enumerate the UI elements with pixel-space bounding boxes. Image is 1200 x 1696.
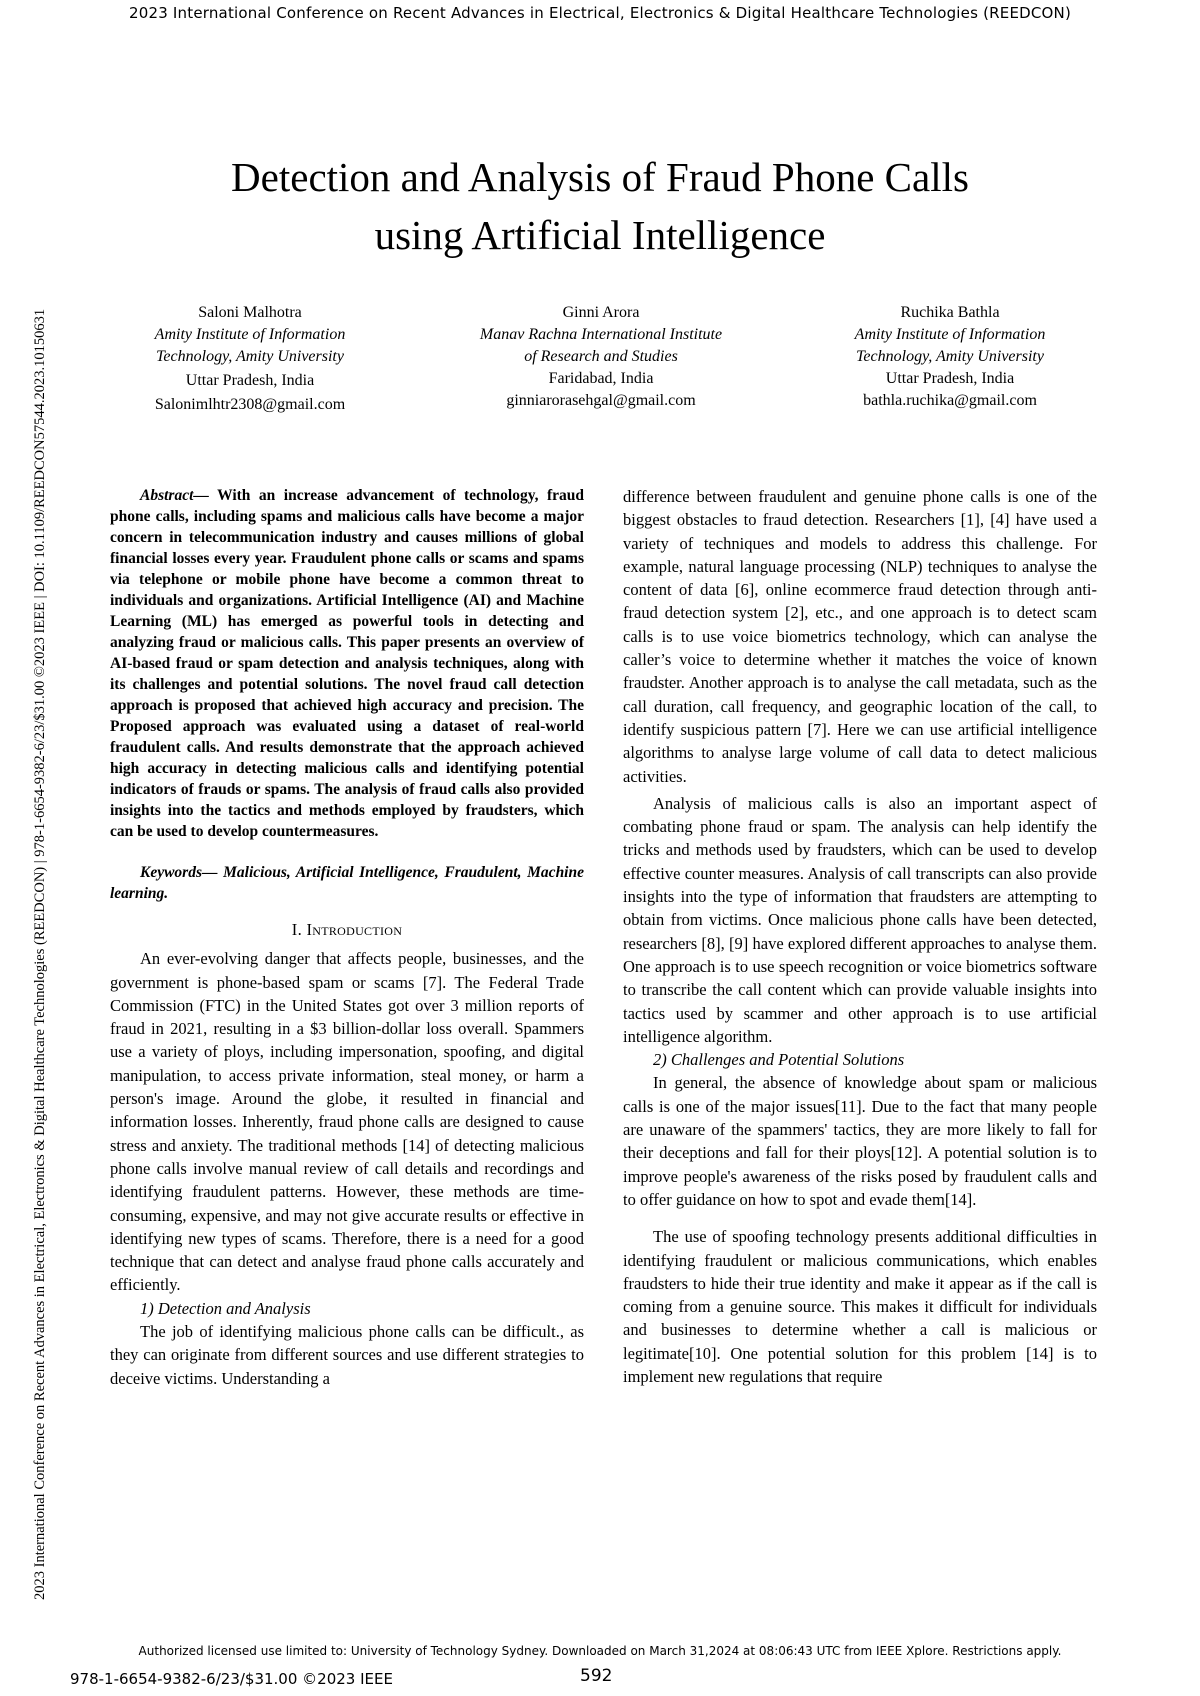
keywords — [110, 862, 584, 904]
conference-header: 2023 International Conference on Recent Advances in Electrical, Electronics & Digital Healthcare Technologies (REEDCON) — [128, 4, 1072, 22]
author-affiliation: Manav Rachna International Institute — [479, 326, 723, 343]
author-email: ginniarorasehgal@gmail.com — [506, 392, 696, 409]
author-block-1 — [100, 302, 400, 416]
subsection-heading-detection: 1) Detection and Analysis — [140, 1298, 311, 1318]
author-block-3 — [800, 302, 1100, 412]
author-location: Uttar Pradesh, India — [885, 370, 1015, 387]
abstract-text: With an increase advancement of technology, fraud phone calls, including spams and malicious calls have become a major concern in telecommunication industry and causes millions of global financial losses every year. Fraudulent phone calls or scams and spams via telephone or mobile phone have become a common threat to individuals and organizations. Artificial Intelligence (AI) and Machine Learning (ML) has emerged as powerful tools in detecting and analyzing fraud or malicious calls. This paper presents an overview of AI-based fraud or spam detection and analysis techniques, along with its challenges and potential solutions. The novel fraud call detection approach is proposed that achieved high accuracy and precision. The Proposed approach was evaluated using a dataset of real-world fraudulent calls. And results demonstrate that the approach achieved high accuracy in detecting malicious calls and identifying potential indicators of frauds or spams. The analysis of fraud calls also provided insights into the tactics and methods employed by fraudsters, which can be used to develop countermeasures. — [110, 487, 584, 840]
author-name: Ruchika Bathla — [900, 304, 1000, 321]
keywords-label: Keywords— — [140, 864, 218, 881]
abstract — [110, 485, 584, 842]
section-title: Introduction — [306, 920, 403, 939]
author-name: Ginni Arora — [562, 304, 640, 321]
author-name: Saloni Malhotra — [198, 304, 302, 321]
author-affiliation: Amity Institute of Information — [154, 326, 346, 343]
section-number: I. — [291, 920, 303, 939]
keywords-text: Malicious, Artificial Intelligence, Fraudulent, Machine learning. — [110, 864, 584, 902]
title-line-1: Detection and Analysis of Fraud Phone Calls — [231, 154, 969, 200]
col2-paragraph-1: difference between fraudulent and genuine phone calls is one of the biggest obstacles to fraud detection. Researchers [1], [4] have used a variety of techniques and models to address this challenge. For example, natural language processing (NLP) techniques to analyse the content of data [6], online ecommerce fraud detection through anti-fraud detection system [2], etc., and one approach is to detect scam calls is to use voice biometrics technology, which can analyse the caller’s voice to determine whether it matches the voice of known fraudster. Another approach is to analyse the call metadata, such as the call duration, call frequency, and geographic location of the call, to identify suspicious pattern [7]. Here we can use artificial intelligence algorithms to analyse large volume of call data to detect malicious activities. — [623, 487, 1097, 786]
subsection-heading-challenges: 2) Challenges and Potential Solutions — [653, 1050, 905, 1070]
right-column — [623, 485, 1097, 1388]
author-affiliation: Amity Institute of Information — [854, 326, 1046, 343]
left-column — [110, 485, 584, 1390]
author-location: Uttar Pradesh, India — [185, 372, 315, 389]
col2-paragraph-3: In general, the absence of knowledge about spam or malicious calls is one of the major issues[11]. Due to the fact that many people are unaware of the spammers' tactics, they are more likely to fall for their deceptions and fall for their ploys[12]. A potential solution is to improve people's awareness of the risks posed by fraudulent calls and to offer guidance on how to spot and evade them[14]. — [623, 1073, 1097, 1209]
author-affiliation: Technology, Amity University — [856, 348, 1044, 365]
author-affiliation: Technology, Amity University — [156, 348, 344, 365]
paper-title — [100, 148, 1100, 264]
author-block-2 — [451, 302, 751, 412]
col2-paragraph-2: Analysis of malicious calls is also an important aspect of combating phone fraud or spam. The analysis can help identify the tricks and methods used by fraudsters, which can be used to develop effective counter measures. Analysis of call transcripts can also provide insights into the type of information that fraudsters are attempting to obtain from victims. Once malicious phone calls have been detected, researchers [8], [9] have explored different approaches to analyse them. One approach is to use speech recognition or voice biometrics software to transcribe the call content which can provide valuable insights into tactics used by scammer and other approach is to use artificial intelligence algorithm. — [623, 793, 1097, 1046]
abstract-label: Abstract— — [140, 487, 209, 504]
title-line-2: using Artificial Intelligence — [374, 212, 826, 258]
author-location: Faridabad, India — [548, 370, 654, 387]
intro-paragraph-2: The job of identifying malicious phone calls can be difficult., as they can originate from different sources and use different strategies to deceive victims. Understanding a — [110, 1322, 584, 1388]
page-number: 592 — [580, 1666, 613, 1686]
isbn-notice: 978-1-6654-9382-6/23/$31.00 ©2023 IEEE — [70, 1670, 393, 1688]
intro-paragraph-1: An ever-evolving danger that affects people, businesses, and the government is phone-based spam or scams [7]. The Federal Trade Commission (FTC) in the United States got over 3 million reports of fraud in 2021, resulting in a $3 billion-dollar loss overall. Spammers use a variety of ploys, including impersonation, spoofing, and digital manipulation, to access private information, steal money, or harm a person's image. Around the globe, it resulted in financial and information losses. Inherently, fraud phone calls are designed to cause stress and anxiety. The traditional methods [14] of detecting malicious phone calls involve manual review of call details and recordings and identifying fraudulent patterns. However, these methods are time-consuming, expensive, and may not give accurate results or effective in identifying new types of scams. Therefore, there is a need for a good technique that can detect and analyse fraud phone calls accurately and efficiently. — [110, 949, 584, 1295]
authorized-use-notice: Authorized licensed use limited to: University of Technology Sydney. Downloaded on March 31,2024 at 08:06:43 UTC from IEEE Xplore. Restrictions apply. — [138, 1644, 1062, 1658]
col2-paragraph-4: The use of spoofing technology presents additional difficulties in identifying fraudulent or malicious communications, which enables fraudsters to hide their true identity and make it appear as if the call is coming from a genuine source. This makes it difficult for individuals and businesses to determine whether a call is malicious or legitimate[10]. One potential solution for this problem [14] is to implement new regulations that require — [623, 1227, 1097, 1386]
author-affiliation: of Research and Studies — [524, 348, 678, 365]
section-heading-introduction — [110, 918, 584, 941]
author-email: bathla.ruchika@gmail.com — [863, 392, 1037, 409]
side-citation: 2023 International Conference on Recent Advances in Electrical, Electronics & Digital Healthcare Technologies (REEDCON) | 978-1-6654-9382-6/23/$31.00 ©2023 IEEE | DOI: 10.1109/REEDCON57544.2023.10150631 — [32, 308, 48, 1600]
author-email: Salonimlhtr2308@gmail.com — [154, 396, 346, 413]
